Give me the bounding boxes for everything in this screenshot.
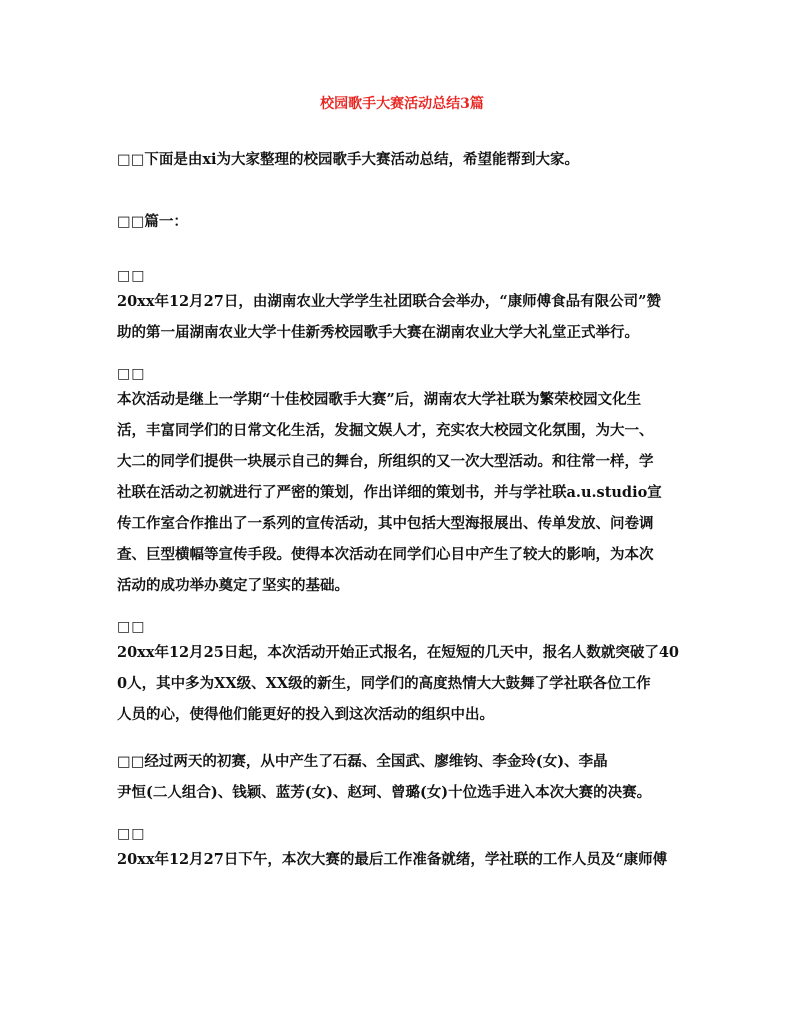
paragraph-marker: □□ bbox=[117, 619, 146, 635]
paragraph-line: 活动的成功举办奠定了坚实的基础。 bbox=[117, 577, 349, 594]
paragraph-line: 助的第一届湖南农业大学十佳新秀校园歌手大赛在湖南农业大学大礼堂正式举行。 bbox=[117, 324, 639, 341]
body-paragraph-5 bbox=[117, 844, 687, 875]
body-paragraph-1 bbox=[117, 286, 687, 348]
intro-text: 下面是由xi为大家整理的校园歌手大赛活动总结，希望能帮到大家。 bbox=[144, 151, 580, 168]
section-heading bbox=[117, 206, 687, 237]
document-title: 校园歌手大赛活动总结3篇 bbox=[320, 96, 484, 112]
section-label: 篇一： bbox=[144, 213, 188, 230]
paragraph-line: 0人，其中多为XX级、XX级的新生，同学们的高度热情大大鼓舞了学社联各位工作 bbox=[117, 675, 651, 692]
paragraph-line: 大二的同学们提供一块展示自己的舞台，所组织的又一次大型活动。和往常一样，学 bbox=[117, 453, 654, 470]
body-paragraph-2 bbox=[117, 384, 687, 601]
paragraph-line: 传工作室合作推出了一系列的宣传活动，其中包括大型海报展出、传单发放、问卷调 bbox=[117, 515, 654, 532]
section-marker: □□ bbox=[117, 214, 145, 230]
paragraph-marker: □□ bbox=[117, 366, 146, 382]
paragraph-line: 本次活动是继上一学期“十佳校园歌手大赛”后，湖南农大学社联为繁荣校园文化生 bbox=[117, 391, 642, 408]
intro-line bbox=[117, 144, 687, 175]
paragraph-line: 人员的心，使得他们能更好的投入到这次活动的组织中出。 bbox=[117, 706, 494, 723]
paragraph-line: 社联在活动之初就进行了严密的策划，作出详细的策划书，并与学社联a.u.studio宣 bbox=[117, 484, 662, 501]
paragraph-marker: □□ bbox=[117, 268, 146, 284]
paragraph-line: 尹恒(二人组合)、钱颖、蓝芳(女)、赵珂、曾璐(女)十位选手进入本次大赛的决赛。 bbox=[117, 784, 652, 801]
intro-marker: □□ bbox=[117, 152, 145, 168]
paragraph-marker: □□ bbox=[117, 826, 146, 842]
body-paragraph-4 bbox=[117, 746, 687, 808]
paragraph-line: 查、巨型横幅等宣传手段。使得本次活动在同学们心目中产生了较大的影响，为本次 bbox=[117, 546, 654, 563]
paragraph-line: 20xx年12月25日起，本次活动开始正式报名，在短短的几天中，报名人数就突破了40 bbox=[117, 644, 679, 661]
paragraph-line: 20xx年12月27日，由湖南农业大学学生社团联合会举办，“康师傅食品有限公司”赞 bbox=[117, 293, 662, 310]
document-page bbox=[117, 94, 687, 875]
paragraph-line: 活，丰富同学们的日常文化生活，发掘文娱人才，充实农大校园文化氛围，为大一、 bbox=[117, 422, 654, 439]
body-paragraph-3 bbox=[117, 637, 687, 730]
intro-paragraph bbox=[117, 144, 687, 175]
paragraph-line: 20xx年12月27日下午，本次大赛的最后工作准备就绪，学社联的工作人员及“康师傅 bbox=[117, 851, 668, 868]
paragraph-line: □□经过两天的初赛，从中产生了石磊、全国武、廖维钧、李金玲(女)、李晶 bbox=[117, 753, 608, 770]
